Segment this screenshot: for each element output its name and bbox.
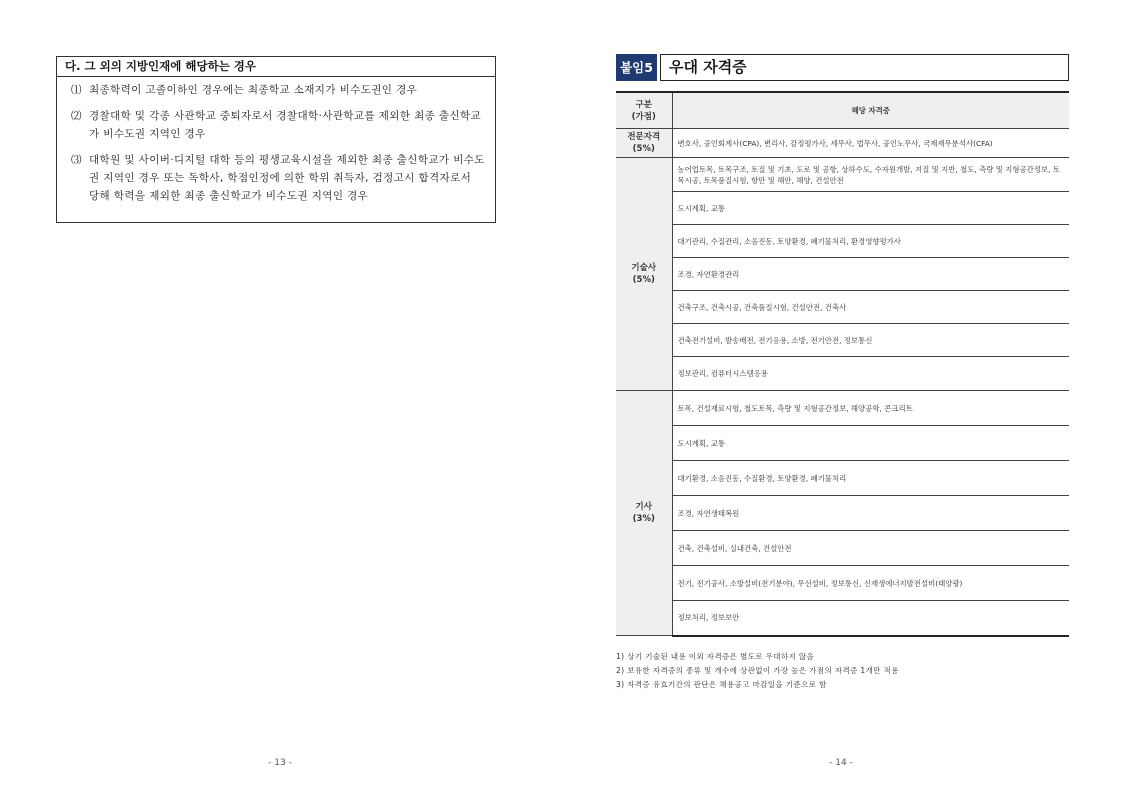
regional-talent-box xyxy=(56,56,496,223)
table-row xyxy=(616,129,1069,158)
footnote: 3) 자격증 유효기간의 판단은 채용공고 마감일을 기준으로 함 xyxy=(616,680,827,689)
item-text: 대학원 및 사이버·디지털 대학 등의 평생교육시설을 제외한 최종 출신학교가 비수도권 지역인 경우 또는 독학사, 학점인정에 의한 학위 취득자, 검정고시 합격자로서 당해 학력을 제외한 최종 출신학교가 비수도권 지역인 경우 xyxy=(89,154,485,202)
header-category xyxy=(616,92,672,129)
item-number: ⑶ xyxy=(71,154,82,166)
certificate-cell: 도시계획, 교통 xyxy=(672,426,1069,461)
list-item xyxy=(71,151,485,205)
page-number: - 13 - xyxy=(268,758,292,768)
certificate-cell: 정보처리, 정보보안 xyxy=(672,601,1069,636)
certificate-table xyxy=(616,91,1069,637)
table-row xyxy=(616,601,1069,636)
list-item xyxy=(71,107,485,143)
box-title: 다. 그 외의 지방인재에 해당하는 경우 xyxy=(57,57,495,77)
list-item xyxy=(71,81,485,99)
table-row xyxy=(616,461,1069,496)
certificate-cell: 조경, 자연생태복원 xyxy=(672,496,1069,531)
category-points: (5%) xyxy=(632,275,655,285)
category-points: (5%) xyxy=(632,144,655,154)
table-row xyxy=(616,391,1069,426)
certificate-cell: 건축구조, 건축시공, 건축품질시험, 건설안전, 건축사 xyxy=(672,291,1069,324)
certificate-cell: 농어업토목, 토목구조, 토질 및 기초, 도로 및 공항, 상하수도, 수자원개발, 지질 및 지반, 철도, 측량 및 지형공간정보, 토목시공, 토목품질시험, 항만 및 해안, 해양, 건설안전 xyxy=(672,158,1069,192)
header-points-label: (가점) xyxy=(631,111,656,122)
section-heading xyxy=(616,54,1069,81)
footnotes xyxy=(616,650,1076,692)
page-number: - 14 - xyxy=(829,758,853,768)
item-number: ⑵ xyxy=(71,110,82,122)
certificate-cell: 토목, 건설재료시험, 철도토목, 측량 및 지형공간정보, 해양공학, 콘크리트 xyxy=(672,391,1069,426)
table-row xyxy=(616,258,1069,291)
table-row xyxy=(616,566,1069,601)
footnote: 1) 상기 기술된 내용 이외 자격증은 별도로 우대하지 않음 xyxy=(616,652,815,661)
footnote: 2) 보유한 자격증의 종류 및 개수에 상관없이 가장 높은 가점의 자격증 1개만 적용 xyxy=(616,666,899,675)
category-cell xyxy=(616,391,672,636)
certificate-cell: 대기관리, 수질관리, 소음진동, 토양환경, 폐기물처리, 환경영향평가사 xyxy=(672,225,1069,258)
header-category-label: 구분 xyxy=(635,99,652,110)
category-points: (3%) xyxy=(632,514,655,524)
category-name: 전문자격 xyxy=(627,132,661,142)
table-row xyxy=(616,225,1069,258)
box-items xyxy=(57,77,495,205)
item-text: 최종학력이 고졸이하인 경우에는 최종학교 소재지가 비수도권인 경우 xyxy=(89,84,418,96)
header-certificates: 해당 자격증 xyxy=(672,92,1069,129)
certificate-cell: 변호사, 공인회계사(CPA), 변리사, 감정평가사, 세무사, 법무사, 공인노무사, 국제재무분석사(CFA) xyxy=(672,129,1069,158)
table-row xyxy=(616,357,1069,391)
table-header-row xyxy=(616,92,1069,129)
table-row xyxy=(616,324,1069,357)
page-title: 우대 자격증 xyxy=(660,54,1069,81)
table-row xyxy=(616,158,1069,192)
certificate-cell: 조경, 자연환경관리 xyxy=(672,258,1069,291)
certificate-cell: 건축, 건축설비, 실내건축, 건설안전 xyxy=(672,531,1069,566)
table-row xyxy=(616,426,1069,461)
attachment-badge: 붙임5 xyxy=(616,54,657,81)
category-name: 기술사 xyxy=(631,263,657,273)
table-row xyxy=(616,531,1069,566)
certificate-cell: 대기환경, 소음진동, 수질환경, 토양환경, 폐기물처리 xyxy=(672,461,1069,496)
certificate-cell: 전기, 전기공사, 소방설비(전기분야), 무선설비, 정보통신, 신재생에너지발전설비(태양광) xyxy=(672,566,1069,601)
category-cell xyxy=(616,129,672,158)
right-page xyxy=(561,0,1121,793)
table-row xyxy=(616,496,1069,531)
table-row xyxy=(616,291,1069,324)
certificate-cell: 도시계획, 교통 xyxy=(672,192,1069,225)
category-name: 기사 xyxy=(635,502,652,512)
item-text: 경찰대학 및 각종 사관학교 중퇴자로서 경찰대학·사관학교를 제외한 최종 출신학교가 비수도권 지역인 경우 xyxy=(89,110,482,140)
category-cell xyxy=(616,158,672,391)
certificate-cell: 정보관리, 컴퓨터시스템응용 xyxy=(672,357,1069,391)
item-number: ⑴ xyxy=(71,84,82,96)
left-page xyxy=(0,0,560,793)
table-row xyxy=(616,192,1069,225)
certificate-cell: 건축전기설비, 발송배전, 전기응용, 소방, 전기안전, 정보통신 xyxy=(672,324,1069,357)
